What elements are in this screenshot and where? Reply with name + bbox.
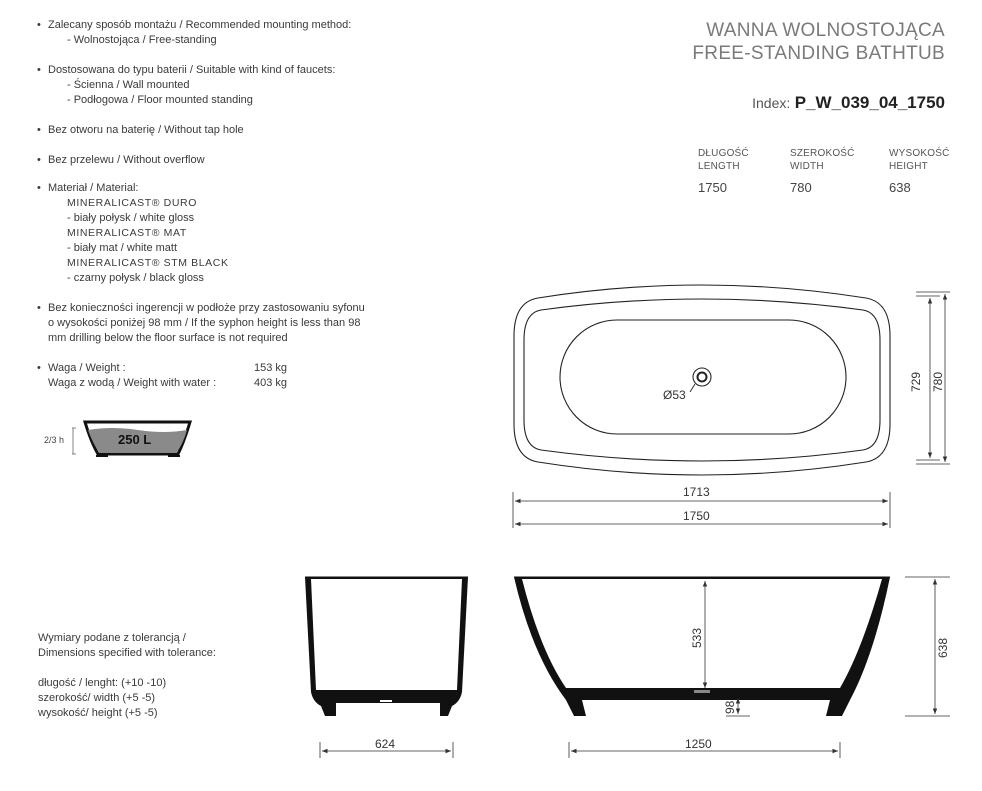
capacity-ratio: 2/3 h	[44, 435, 65, 445]
spec-tap-hole: • Bez otworu na baterię / Without tap hole	[37, 124, 244, 136]
spec-weight: • Waga / Weight : 153 kg	[37, 362, 288, 374]
title-pl: WANNA WOLNOSTOJĄCA	[706, 20, 945, 41]
inner-length-label: 1713	[683, 485, 710, 499]
inner-width-label: 729	[909, 371, 923, 392]
material-line: - czarny połysk / black gloss	[67, 272, 204, 284]
tolerance-heading: Dimensions specified with tolerance:	[38, 647, 216, 659]
material-line: MINERALICAST® DURO	[67, 197, 197, 209]
capacity-volume: 250 L	[118, 432, 152, 447]
spec-weight-water: Waga z wodą / Weight with water : 403 kg	[48, 377, 288, 389]
weight-water-value: 403 kg	[254, 377, 288, 389]
drain-label: Ø53	[663, 388, 686, 402]
tolerance-line: wysokość/ height (+5 -5)	[38, 707, 158, 719]
index-value: P_W_039_04_1750	[794, 93, 945, 112]
tolerance-line: szerokość/ width (+5 -5)	[38, 692, 156, 704]
outer-width-label: 780	[931, 371, 945, 392]
spec-mounting-item: - Wolnostojąca / Free-standing	[67, 34, 217, 46]
dimension-length: DŁUGOŚĆ LENGTH 1750	[698, 148, 749, 195]
spec-faucets-heading: • Dostosowana do typu baterii / Suitable with kind of faucets:	[37, 64, 336, 76]
inner-height-label: 533	[690, 627, 704, 648]
front-base-label: 1250	[685, 737, 712, 751]
index-label: Index:	[752, 95, 791, 111]
height-label: 638	[936, 637, 950, 658]
spec-overflow: • Bez przelewu / Without overflow	[37, 154, 205, 166]
tolerance-line: długość / lenght: (+10 -10)	[38, 677, 167, 689]
spec-faucets-item: - Ścienna / Wall mounted	[67, 79, 190, 91]
spec-mounting-heading: • Zalecany sposób montażu / Recommended mounting method:	[37, 19, 352, 31]
side-view	[305, 577, 468, 716]
spec-syphon-line: o wysokości poniżej 98 mm / If the syphon height is less than 98	[48, 317, 361, 329]
top-view	[514, 285, 890, 475]
spec-syphon-line: mm drilling below the floor surface is not required	[48, 332, 288, 344]
material-line: MINERALICAST® MAT	[67, 227, 187, 239]
spec-faucets-item: - Podłogowa / Floor mounted standing	[67, 94, 253, 106]
material-line: - biały połysk / white gloss	[67, 212, 195, 224]
title-en: FREE-STANDING BATHTUB	[692, 43, 945, 64]
weight-value: 153 kg	[254, 362, 288, 374]
material-line: - biały mat / white matt	[67, 242, 178, 254]
tolerance-heading: Wymiary podane z tolerancją /	[38, 632, 186, 644]
spec-syphon-line: • Bez konieczności ingerencji w podłoże przy zastosowaniu syfonu	[37, 302, 365, 314]
material-line: MINERALICAST® STM BLACK	[67, 257, 229, 269]
dimension-height: WYSOKOŚĆ HEIGHT 638	[889, 148, 950, 195]
dimension-width: SZEROKOŚĆ WIDTH 780	[790, 148, 855, 195]
base-height-label: 98	[723, 700, 737, 714]
outer-length-label: 1750	[683, 509, 710, 523]
spec-material-heading: • Materiał / Material:	[37, 182, 139, 194]
side-base-label: 624	[375, 737, 396, 751]
